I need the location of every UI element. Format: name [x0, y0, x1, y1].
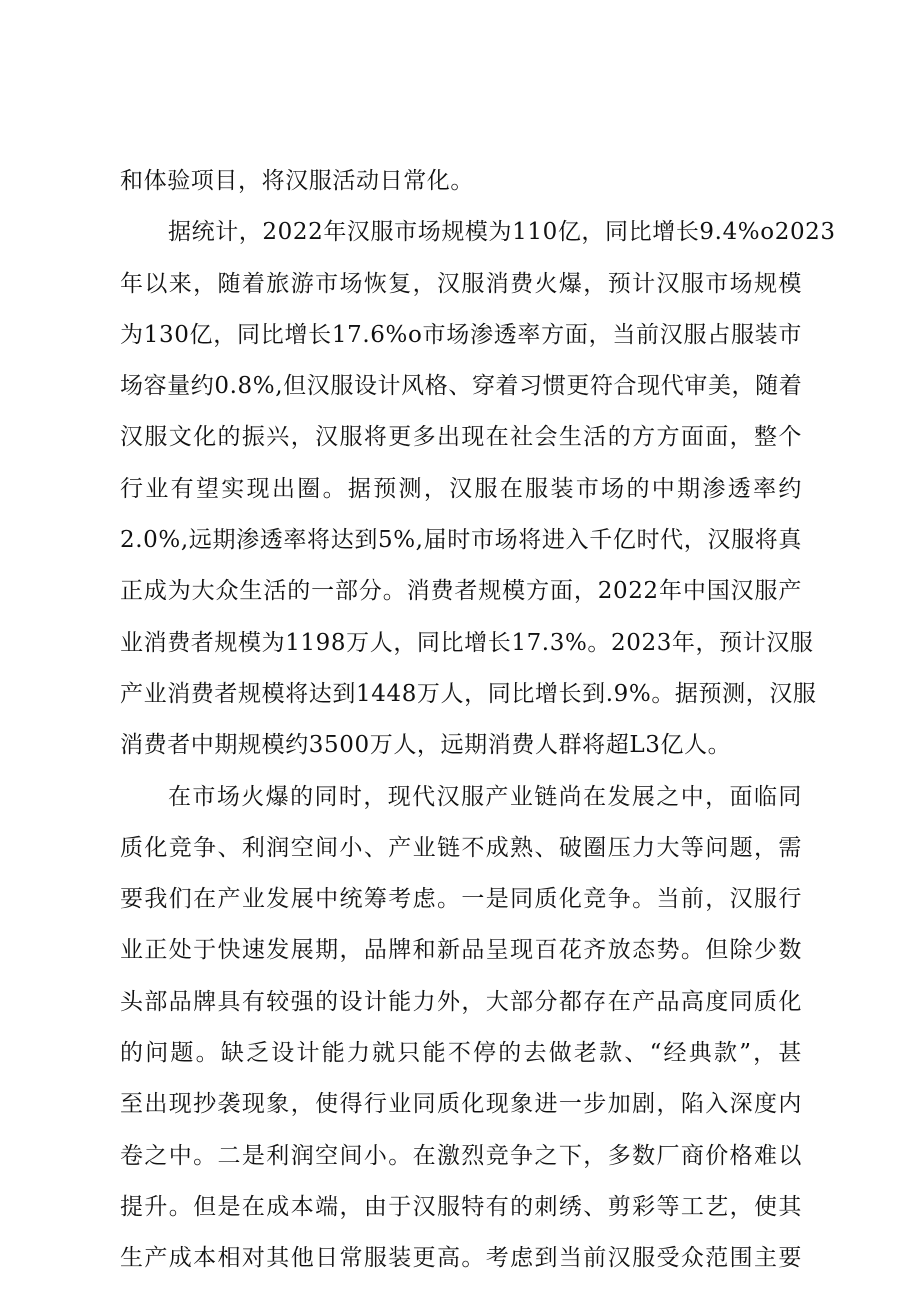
- paragraph-market-statistics: [120, 207, 836, 771]
- text-line: 卷之中。二是利润空间小。在激烈竞争之下，多数厂商价格难以: [120, 1142, 802, 1169]
- text-line: 业消费者规模为1198万人，同比增长17.3%。2023年，预计汉服: [120, 629, 814, 656]
- text-line: 生产成本相对其他日常服装更高。考虑到当前汉服受众范围主要: [120, 1245, 802, 1272]
- text-line: 和体验项目，将汉服活动日常化。: [120, 168, 474, 194]
- text-line: 年以来，随着旅游市场恢复，汉服消费火爆，预计汉服市场规模: [120, 270, 802, 297]
- text-line: 提升。但是在成本端，由于汉服特有的刺绣、剪彩等工艺，使其: [120, 1193, 802, 1220]
- text-line: 2.0%,远期渗透率将达到5%,届时市场将进入千亿时代，汉服将真: [120, 527, 802, 554]
- text-line: 头部品牌具有较强的设计能力外，大部分都存在产品高度同质化: [120, 988, 802, 1015]
- text-line: 据统计，2022年汉服市场规模为110亿，同比增长9.4%o2023: [168, 219, 836, 246]
- text-line: 业正处于快速发展期，品牌和新品呈现百花齐放态势。但除少数: [120, 937, 802, 964]
- text-line: 产业消费者规模将达到1448万人，同比增长到.9%。据预测，汉服: [120, 680, 817, 707]
- text-line: 在市场火爆的同时，现代汉服产业链尚在发展之中，面临同: [168, 783, 802, 810]
- text-line: 质化竞争、利润空间小、产业链不成熟、破圈压力大等问题，需: [120, 834, 802, 861]
- paragraph-industry-problems: [120, 772, 802, 1285]
- text-line: 消费者中期规模约3500万人，远期消费人群将超L3亿人。: [120, 732, 732, 759]
- text-line: 的问题。缺乏设计能力就只能不停的去做老款、“经典款”，甚: [120, 1040, 802, 1067]
- text-line: 至出现抄袭现象，使得行业同质化现象进一步加剧，陷入深度内: [120, 1091, 802, 1118]
- text-line: 要我们在产业发展中统筹考虑。一是同质化竞争。当前，汉服行: [120, 886, 802, 913]
- text-line: 场容量约0.8%,但汉服设计风格、穿着习惯更符合现代审美，随着: [120, 373, 803, 400]
- text-line: 为130亿，同比增长17.6%o市场渗透率方面，当前汉服占服装市: [120, 321, 802, 348]
- text-line: 正成为大众生活的一部分。消费者规模方面，2022年中国汉服产: [120, 578, 802, 605]
- paragraph-continuation: [120, 156, 802, 207]
- text-line: 行业有望实现出圈。据预测，汉服在服装市场的中期渗透率约: [120, 475, 802, 502]
- text-line: 汉服文化的振兴，汉服将更多出现在社会生活的方方面面，整个: [120, 424, 802, 451]
- body-text: [120, 156, 836, 1285]
